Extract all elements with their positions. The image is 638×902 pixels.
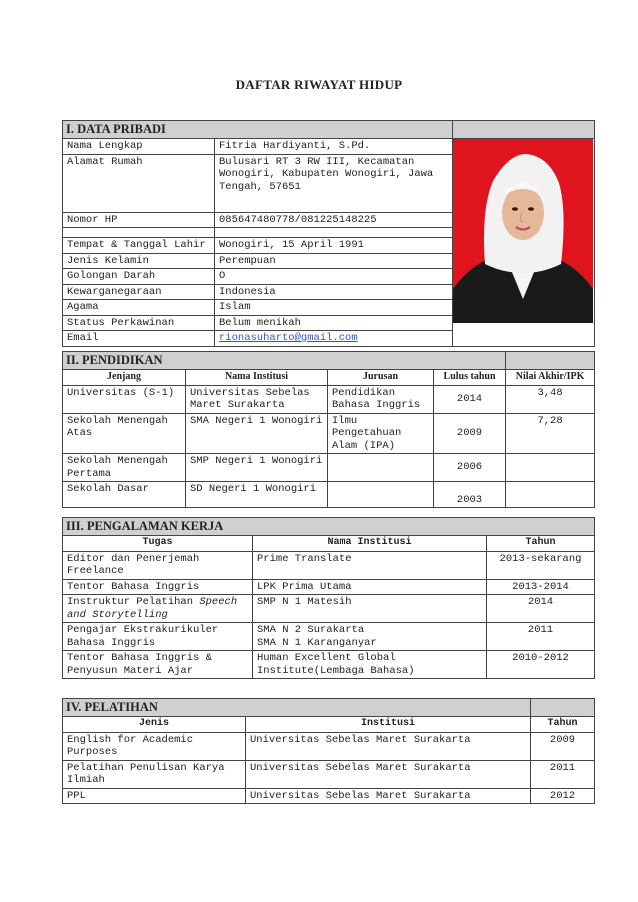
table-row: English for Academic Purposes Universitas Sebelas Maret Surakarta 2009 [63, 732, 595, 760]
table-row: Sekolah Dasar SD Negeri 1 Wonogiri 2003 [63, 482, 595, 508]
col-header-institusi: Institusi [246, 717, 531, 733]
table-row: Tentor Bahasa Inggris & Penyusun Materi Ajar Human Excellent Global Institute(Lembaga Bahasa) 2010-2012 [63, 651, 595, 679]
col-header-jenis: Jenis [63, 717, 246, 733]
pelatihan-table [62, 698, 595, 804]
table-row: Universitas (S-1) Universitas Sebelas Maret Surakarta Pendidikan Bahasa Inggris 2014 3,48 [63, 385, 595, 413]
label-alamat: Alamat Rumah [63, 154, 215, 212]
table-row: Sekolah Menengah Atas SMA Negeri 1 Wonogiri Ilmu Pengetahuan Alam (IPA) 2009 7,28 [63, 413, 595, 454]
col-header-nilai: Nilai Akhir/IPK [506, 370, 595, 386]
value-nama: Fitria Hardiyanti, S.Pd. [215, 139, 453, 155]
table-row: Pengajar Ekstrakurikuler Bahasa Inggris SMA N 2 Surakarta SMA N 1 Karanganyar 2011 [63, 623, 595, 651]
section-heading-pengalaman: III. PENGALAMAN KERJA [63, 518, 595, 536]
value-status: Belum menikah [215, 315, 453, 331]
section-heading-data-pribadi: I. DATA PRIBADI [63, 121, 453, 139]
pengalaman-kerja-table [62, 517, 595, 679]
col-header-tugas: Tugas [63, 536, 253, 552]
col-header-nama-institusi: Nama Institusi [186, 370, 328, 386]
label-kewarganegaraan: Kewarganegaraan [63, 284, 215, 300]
col-header-lulus-tahun: Lulus tahun [434, 370, 506, 386]
value-agama: Islam [215, 300, 453, 316]
table-row: Tentor Bahasa Inggris LPK Prima Utama 2013-2014 [63, 579, 595, 595]
value-ttl: Wonogiri, 15 April 1991 [215, 238, 453, 254]
table-row: Sekolah Menengah Pertama SMP Negeri 1 Wonogiri 2006 [63, 454, 595, 482]
label-nama: Nama Lengkap [63, 139, 215, 155]
col-header-tahun: Tahun [487, 536, 595, 552]
data-pribadi-table [62, 120, 595, 347]
table-row: Instruktur Pelatihan Speech and Storytelling SMP N 1 Matesih 2014 [63, 595, 595, 623]
col-header-nama-institusi: Nama Institusi [253, 536, 487, 552]
email-link[interactable]: rionasuharto@gmail.com [219, 332, 358, 344]
document-title: DAFTAR RIWAYAT HIDUP [235, 77, 403, 92]
label-nomor-hp: Nomor HP [63, 212, 215, 228]
col-header-tahun: Tahun [531, 717, 595, 733]
photo-cell [453, 139, 595, 347]
value-alamat: Bulusari RT 3 RW III, Kecamatan Wonogiri, Kabupaten Wonogiri, Jawa Tengah, 57651 [215, 154, 453, 212]
label-golongan-darah: Golongan Darah [63, 269, 215, 285]
table-row: Pelatihan Penulisan Karya Ilmiah Universitas Sebelas Maret Surakarta 2011 [63, 760, 595, 788]
col-header-jenjang: Jenjang [63, 370, 186, 386]
label-jenis-kelamin: Jenis Kelamin [63, 253, 215, 269]
pendidikan-table [62, 351, 595, 508]
label-agama: Agama [63, 300, 215, 316]
table-row: Editor dan Penerjemah Freelance Prime Translate 2013-sekarang [63, 551, 595, 579]
value-nomor-hp: 085647480778/081225148225 [215, 212, 453, 228]
profile-photo [453, 139, 593, 323]
col-header-jurusan: Jurusan [328, 370, 434, 386]
label-email: Email [63, 331, 215, 347]
value-kewarganegaraan: Indonesia [215, 284, 453, 300]
value-golongan-darah: O [215, 269, 453, 285]
value-jenis-kelamin: Perempuan [215, 253, 453, 269]
label-status: Status Perkawinan [63, 315, 215, 331]
label-ttl: Tempat & Tanggal Lahir [63, 238, 215, 254]
section-heading-pendidikan: II. PENDIDIKAN [63, 352, 506, 370]
table-row: PPL Universitas Sebelas Maret Surakarta 2012 [63, 788, 595, 804]
section-heading-pelatihan: IV. PELATIHAN [63, 699, 531, 717]
